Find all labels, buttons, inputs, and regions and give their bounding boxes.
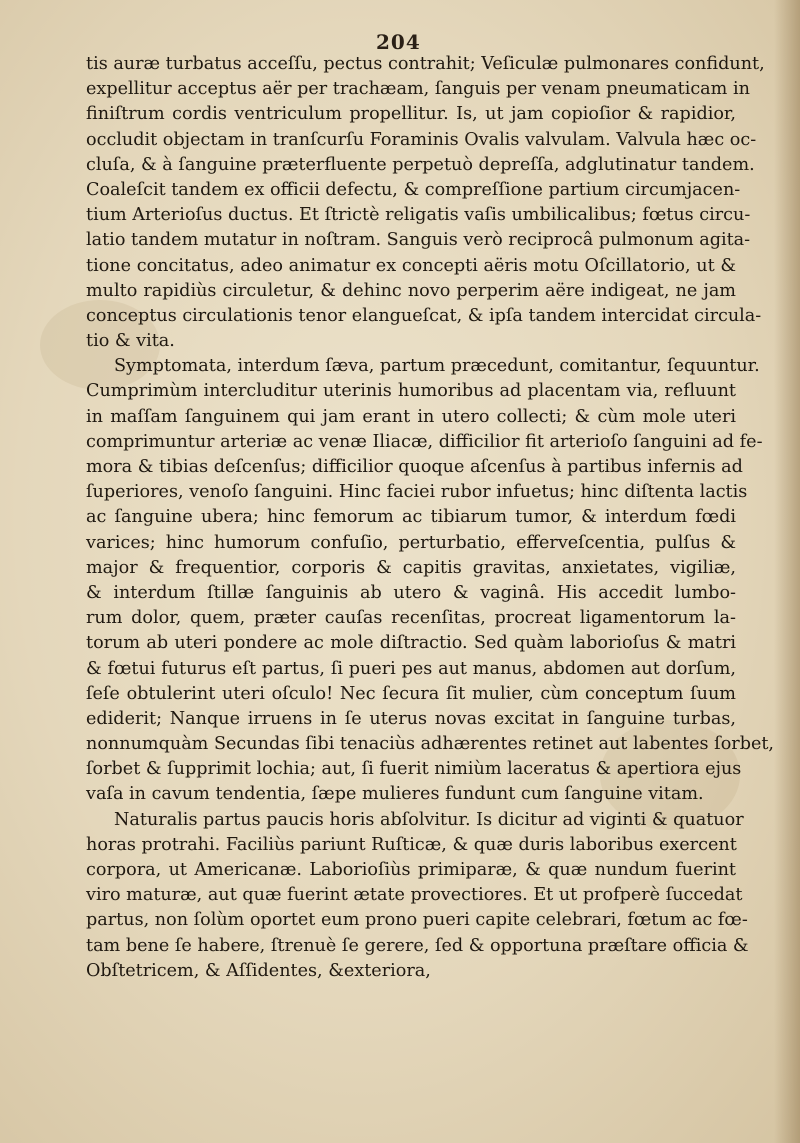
text-line: tis auræ turbatus acceſſu, pectus contrahit; Veſiculæ pulmonares confidunt, — [86, 54, 765, 74]
text-line: & interdum ſtillæ ſanguinis ab utero & vaginâ. His accedit lumbo- — [86, 582, 736, 603]
text-line: horas protrahi. Faciliùs pariunt Ruſticæ, & quæ duris laboribus exercent — [86, 834, 737, 855]
text-line: & fœtui futurus eſt partus, ſi pueri pes aut manus, abdomen aut dorſum, — [86, 658, 736, 679]
text-line: torum ab uteri pondere ac mole diſtractio. Sed quàm laborioſus & matri — [86, 633, 736, 654]
paragraph-start-line: Naturalis partus paucis horis abſolvitur. Is dicitur ad viginti & quatuor — [114, 809, 744, 830]
text-line: ac ſanguine ubera; hinc femorum ac tibiarum tumor, & interdum fœdi — [86, 507, 736, 528]
text-line: conceptus circulationis tenor elangueſcat, & ipſa tandem intercidat circula- — [86, 305, 762, 326]
text-line: major & frequentior, corporis & capitis gravitas, anxietates, vigiliæ, — [86, 557, 736, 578]
text-line: finiſtrum cordis ventriculum propellitur. Is, ut jam copioſior & rapidior, — [86, 104, 736, 125]
text-line: in maſſam ſanguinem qui jam erant in utero collecti; & cùm mole uteri — [86, 406, 736, 427]
text-line: mora & tibias deſcenſus; difficilior quoque aſcenſus à partibus infernis ad — [86, 457, 743, 477]
text-line: nonnumquàm Secundas ſibi tenaciùs adhærentes retinet aut labentes ſorbet, — [86, 734, 775, 755]
text-line: varices; hinc humorum confuſio, perturbatio, efferveſcentia, pulſus & — [86, 532, 736, 553]
text-line: latio tandem mutatur in noſtram. Sanguis verò reciprocâ pulmonum agita- — [86, 230, 751, 251]
text-line: tium Arterioſus ductus. Et ſtrictè religatis vaſis umbilicalibus; fœtus circu- — [86, 205, 751, 226]
text-line: corpora, ut Americanæ. Laborioſiùs primiparæ, & quæ nundum fuerint — [86, 860, 736, 880]
text-line: ediderit; Nanque irruens in ſe uterus novas excitat in ſanguine turbas, — [86, 708, 736, 729]
text-line: comprimuntur arteriæ ac venæ Iliacæ, difficilior fit arterioſo ſanguini ad fe- — [86, 431, 763, 452]
text-line: tio & vita. — [86, 331, 175, 352]
body-text — [86, 52, 775, 984]
text-line: vaſa in cavum tendentia, ſæpe mulieres fundunt cum ſanguine vitam. — [86, 784, 704, 805]
text-line: Obſtetricem, & Aſſidentes, &exteriora, — [86, 960, 431, 981]
text-line: Coaleſcit tandem ex officii defectu, & compreſſione partium circumjacen- — [86, 179, 741, 200]
text-line: tam bene ſe habere, ſtrenuè ſe gerere, ſed & opportuna præſtare officia & — [86, 935, 749, 956]
text-line: partus, non ſolùm oportet eum prono pueri capite celebrari, fœtum ac fœ- — [86, 910, 748, 931]
page-number: 204 — [376, 30, 421, 54]
text-line: ſorbet & ſupprimit lochia; aut, ſi fuerit nimiùm laceratus & apertiora ejus — [86, 759, 742, 780]
text-line: ſuperiores, venoſo ſanguini. Hinc faciei rubor infuetus; hinc diſtenta lactis — [86, 482, 748, 503]
text-line: rum dolor, quem, præter cauſas recenſitas, procreat ligamentorum la- — [86, 608, 736, 629]
text-line: Cumprimùm intercluditur uterinis humoribus ad placentam via, refluunt — [86, 381, 736, 402]
text-line: multo rapidiùs circuletur, & dehinc novo perperim aëre indigeat, ne jam — [86, 280, 736, 301]
paragraph-start-line: Symptomata, interdum ſæva, partum præcedunt, comitantur, ſequuntur. — [114, 356, 760, 377]
text-line: cluſa, & à ſanguine præterfluente perpetuò depreſſa, adglutinatur tandem. — [86, 154, 755, 175]
text-line: occludit objectam in tranſcurſu Foraminis Ovalis valvulam. Valvula hæc oc- — [86, 129, 757, 150]
text-line: expellitur acceptus aër per trachæam, ſanguis per venam pneumaticam in — [86, 79, 750, 100]
page-edge-shadow — [774, 0, 800, 1143]
text-line: ſeſe obtulerint uteri oſculo! Nec ſecura ſit mulier, cùm conceptum ſuum — [86, 683, 736, 704]
text-line: viro maturæ, aut quæ fuerint ætate provectiores. Et ut profperè ſuccedat — [86, 885, 743, 906]
text-line: tione concitatus, adeo animatur ex concepti aëris motu Oſcillatorio, ut & — [86, 255, 736, 276]
